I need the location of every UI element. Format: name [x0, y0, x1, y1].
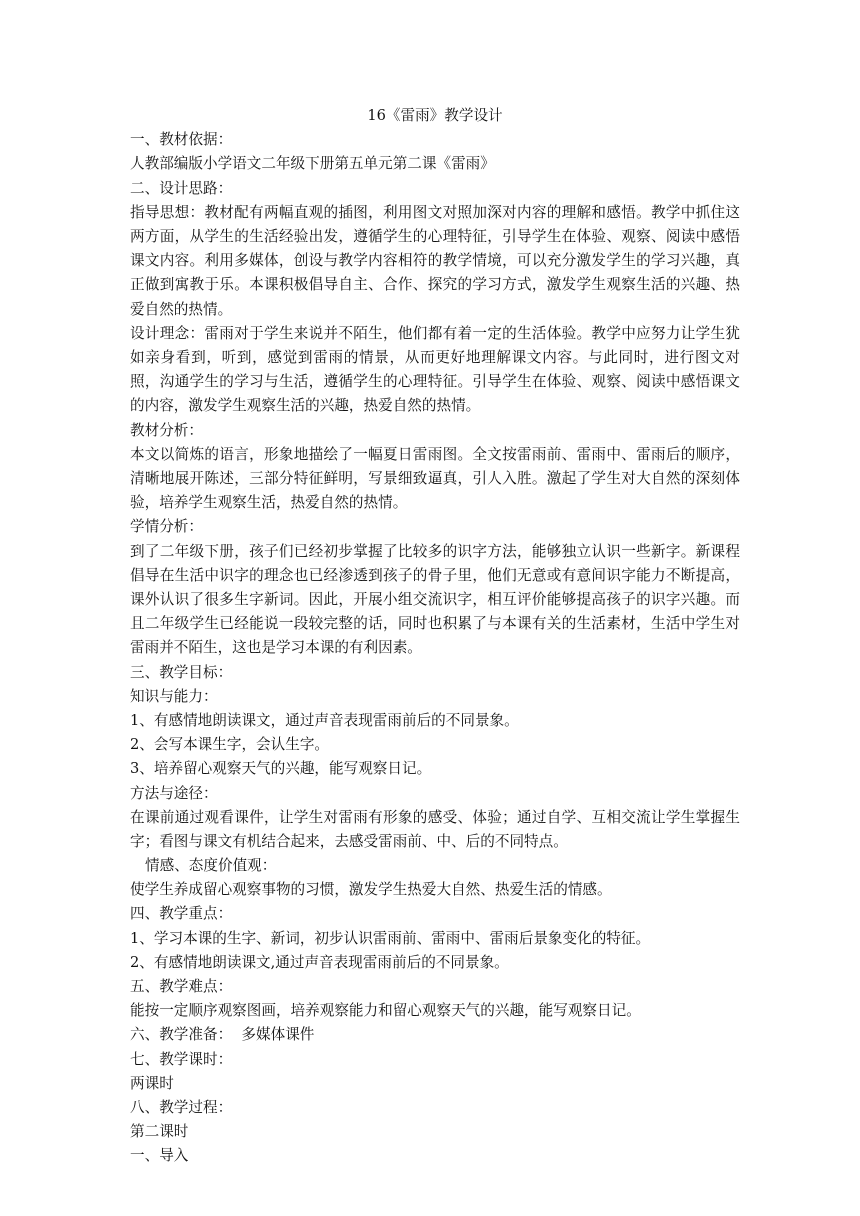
- student-analysis-paragraph: 到了二年级下册，孩子们已经初步掌握了比较多的识字方法，能够独立认识一些新字。新课程倡导在生活中识字的理念也已经渗透到孩子的骨子里，他们无意或有意间识字能力不断提高，课外认识了很多生字新词。因此，开展小组交流识字，相互评价能够提高孩子的识字兴趣。而且二年级学生已经能说一段较完整的话，同时也积累了与本课有关的生活素材，生活中学生对雷雨并不陌生，这也是学习本课的有利因素。: [130, 542, 740, 657]
- section-heading-difficulty: 五、教学难点：: [130, 978, 233, 996]
- document-page: [130, 104, 740, 1169]
- section-heading-basis: 一、教材依据：: [130, 131, 233, 149]
- emotion-heading: 情感、态度价值观：: [145, 857, 277, 875]
- difficulty-text: 能按一定顺序观察图画，培养观察能力和留心观察天气的兴趣，能写观察日记。: [130, 1002, 641, 1020]
- second-lesson-label: 第二课时: [130, 1123, 189, 1141]
- method-paragraph: 在课前通过观看课件，让学生对雷雨有形象的感受、体验；通过自学、互相交流让学生掌握生字；看图与课文有机结合起来，去感受雷雨前、中、后的不同特点。: [130, 808, 740, 850]
- goal-item-1: 1、有感情地朗读课文，通过声音表现雷雨前后的不同景象。: [130, 711, 519, 729]
- section-heading-periods: 七、教学课时：: [130, 1050, 233, 1068]
- intro-label: 一、导入: [130, 1147, 189, 1165]
- section-heading-goals: 三、教学目标：: [130, 663, 233, 681]
- student-analysis-heading: 学情分析：: [130, 518, 203, 536]
- periods-text: 两课时: [130, 1074, 174, 1092]
- material-analysis-paragraph: 本文以简炼的语言，形象地描绘了一幅夏日雷雨图。全文按雷雨前、雷雨中、雷雨后的顺序，清晰地展开陈述，三部分特征鲜明，写景细致逼真，引人入胜。激起了学生对大自然的深刻体验，培养学生观察生活，热爱自然的热情。: [130, 445, 740, 512]
- design-concept-paragraph: 设计理念：雷雨对于学生来说并不陌生，他们都有着一定的生活体验。教学中应努力让学生犹如亲身看到，听到，感觉到雷雨的情景，从而更好地理解课文内容。与此同时，进行图文对照，沟通学生的学习与生活，遵循学生的心理特征。引导学生在体验、观察、阅读中感悟课文的内容，激发学生观察生活的兴趣，热爱自然的热情。: [130, 324, 740, 415]
- method-heading: 方法与途径：: [130, 784, 218, 802]
- section-heading-key-points: 四、教学重点：: [130, 905, 233, 923]
- knowledge-heading: 知识与能力：: [130, 687, 218, 705]
- document-title: 16《雷雨》教学设计: [367, 107, 503, 124]
- material-analysis-heading: 教材分析：: [130, 421, 203, 439]
- section-heading-process: 八、教学过程：: [130, 1098, 233, 1116]
- key-point-2: 2、有感情地朗读课文,通过声音表现雷雨前后的不同景象。: [130, 953, 509, 971]
- section-heading-design: 二、设计思路：: [130, 179, 233, 197]
- emotion-text: 使学生养成留心观察事物的习惯，激发学生热爱大自然、热爱生活的情感。: [130, 881, 612, 899]
- goal-item-2: 2、会写本课生字，会认生字。: [130, 736, 330, 754]
- key-point-1: 1、学习本课的生字、新词，初步认识雷雨前、雷雨中、雷雨后景象变化的特征。: [130, 929, 651, 947]
- goal-item-3: 3、培养留心观察天气的兴趣，能写观察日记。: [130, 760, 432, 778]
- guiding-thought-paragraph: 指导思想：教材配有两幅直观的插图，利用图文对照加深对内容的理解和感悟。教学中抓住这两方面，从学生的生活经验出发，遵循学生的心理特征，引导学生在体验、观察、阅读中感悟课文内容。利用多媒体，创设与教学内容相符的教学情境，可以充分激发学生的学习兴趣，真正做到寓教于乐。本课积极倡导自主、合作、探究的学习方式，激发学生观察生活的兴趣、热爱自然的热情。: [130, 203, 740, 318]
- basis-text: 人教部编版小学语文二年级下册第五单元第二课《雷雨》: [130, 155, 495, 173]
- section-preparation: 六、教学准备： 多媒体课件: [130, 1026, 315, 1044]
